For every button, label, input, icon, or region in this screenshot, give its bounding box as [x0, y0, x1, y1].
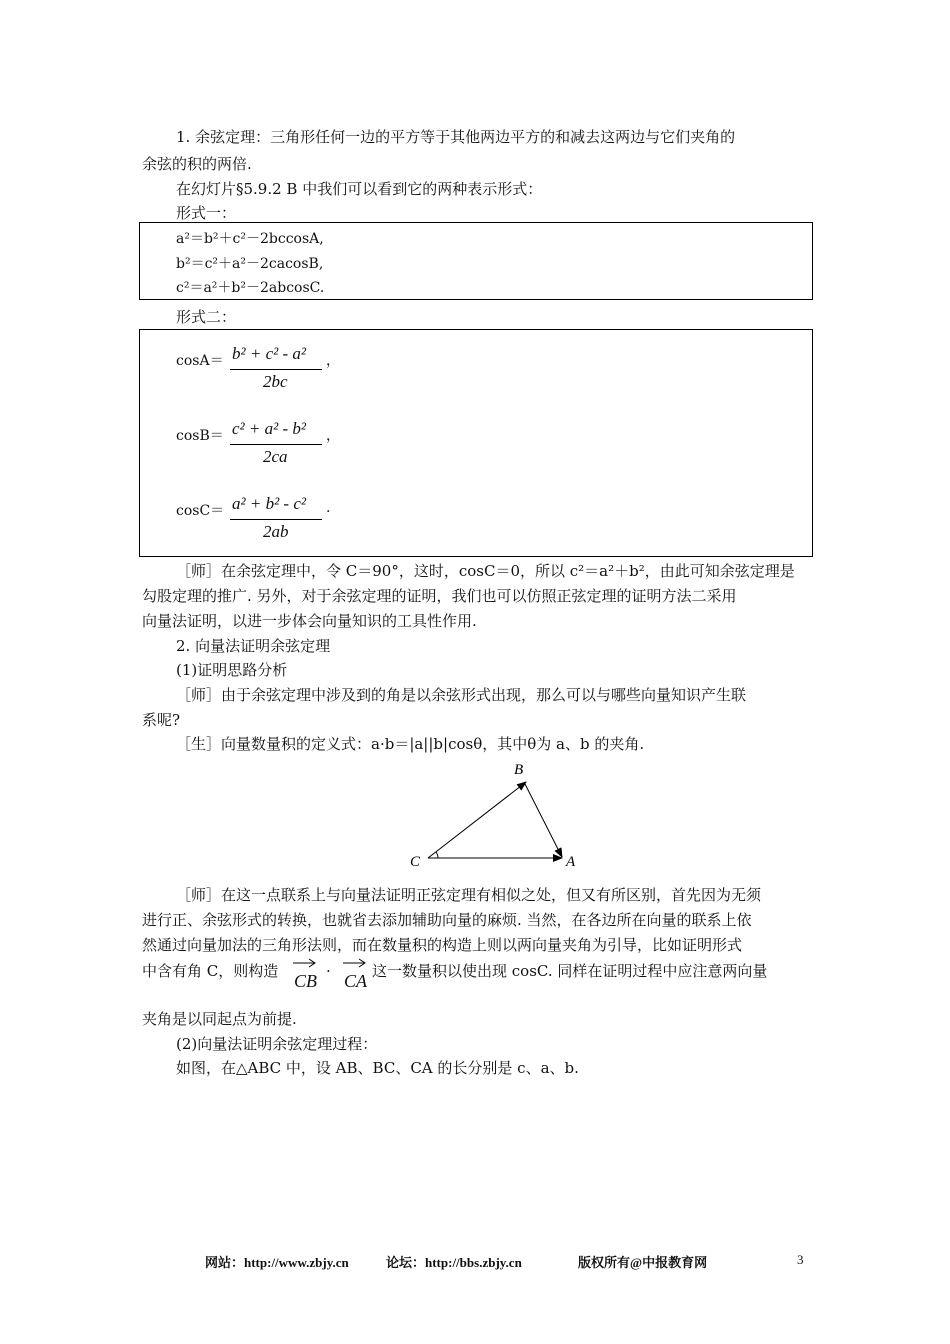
triangle-figure [400, 760, 590, 875]
teacher3-line5: 夹角是以同起点为前提. [142, 1010, 297, 1028]
para-cosine-law-line1: 1. 余弦定理：三角形任何一边的平方等于其他两边平方的和减去这两边与它们夹角的 [176, 128, 736, 146]
vector-dot: · [326, 962, 331, 980]
vertex-label-b: B [514, 762, 524, 778]
teacher2-line2: 系呢? [142, 711, 181, 729]
vector-ba-line [524, 782, 562, 857]
form2-cosB-tail: ， [326, 428, 340, 444]
teacher2-line1: ［师］由于余弦定理中涉及到的角是以余弦形式出现，那么可以与哪些向量知识产生联 [176, 686, 747, 704]
form2-cosA-tail: ， [326, 353, 340, 369]
form2-cosA-denominator: 2bc [263, 372, 288, 391]
section2-heading: 2. 向量法证明余弦定理 [176, 637, 331, 655]
form2-label: 形式二： [176, 308, 237, 326]
vertex-label-c: C [410, 854, 421, 870]
form2-cosB-fraction-bar [230, 444, 322, 445]
vector-arrow-ca [342, 958, 366, 968]
vector-arrow-cb [292, 958, 316, 968]
para-cosine-law-line2: 余弦的积的两倍. [142, 155, 252, 173]
form2-cosC-numerator: a² + b² - c² [232, 494, 306, 513]
form1-label: 形式一： [176, 204, 237, 222]
sub1-heading: (1)证明思路分析 [176, 661, 288, 679]
form2-cosB-label: cosB＝ [176, 428, 224, 444]
last-paragraph: 如图，在△ABC 中，设 AB、BC、CA 的长分别是 c、a、b. [176, 1059, 579, 1077]
form2-cosA-fraction-bar [230, 369, 322, 370]
teacher1-line3: 向量法证明，以进一步体会向量知识的工具性作用. [142, 612, 477, 630]
form2-cosC-fraction-bar [230, 519, 322, 520]
footer-site: 网站：http://www.zbjy.cn [205, 1255, 349, 1270]
form1-eq3: c²＝a²＋b²－2abcosC. [176, 280, 325, 296]
form2-cosC-label: cosC＝ [176, 503, 225, 519]
form1-eq2: b²＝c²＋a²－2cacosB, [176, 256, 324, 272]
page-number: 3 [797, 1252, 804, 1267]
footer-forum: 论坛：http://bbs.zbjy.cn [386, 1255, 522, 1270]
teacher3-line4a: 中含有角 C，则构造 [142, 962, 279, 980]
vector-cb-line [428, 782, 526, 858]
teacher3-line1: ［师］在这一点联系上与向量法证明正弦定理有相似之处，但又有所区别，首先因为无须 [176, 886, 762, 904]
form2-cosC-tail: . [326, 500, 331, 516]
teacher3-line3: 然通过向量加法的三角形法则，而在数量积的构造上则以两向量夹角为引导，比如证明形式 [142, 936, 743, 954]
form1-box [139, 222, 813, 300]
form2-cosA-label: cosA＝ [176, 353, 224, 369]
para-slide-ref: 在幻灯片§5.9.2 B 中我们可以看到它的两种表示形式： [176, 180, 543, 198]
sub2-heading: (2)向量法证明余弦定理过程： [176, 1035, 378, 1053]
form2-cosA-numerator: b² + c² - a² [232, 344, 306, 363]
vector-cb: CB [294, 971, 318, 991]
teacher1-line1: ［师］在余弦定理中，令 C＝90°，这时，cosC＝0，所以 c²＝a²＋b²，由此可知余弦定理是 [176, 562, 795, 580]
vector-ca: CA [344, 971, 368, 991]
form2-cosB-numerator: c² + a² - b² [232, 419, 306, 438]
footer-copyright: 版权所有@中报教育网 [578, 1255, 708, 1270]
form2-cosC-denominator: 2ab [263, 522, 289, 541]
vertex-label-a: A [566, 854, 576, 870]
student1: ［生］向量数量积的定义式：a·b＝|a||b|cosθ，其中θ为 a、b 的夹角. [176, 735, 645, 753]
teacher3-line4b: 这一数量积以使出现 cosC. 同样在证明过程中应注意两向量 [372, 962, 768, 980]
angle-c-arc [436, 852, 438, 858]
teacher1-line2: 勾股定理的推广. 另外，对于余弦定理的证明，我们也可以仿照正弦定理的证明方法二采用 [142, 587, 737, 605]
teacher3-line2: 进行正、余弦形式的转换，也就省去添加辅助向量的麻烦. 当然，在各边所在向量的联系上依 [142, 911, 752, 929]
form2-box [139, 329, 813, 557]
form2-cosB-denominator: 2ca [263, 447, 288, 466]
form1-eq1: a²＝b²＋c²－2bccosA, [176, 231, 324, 247]
